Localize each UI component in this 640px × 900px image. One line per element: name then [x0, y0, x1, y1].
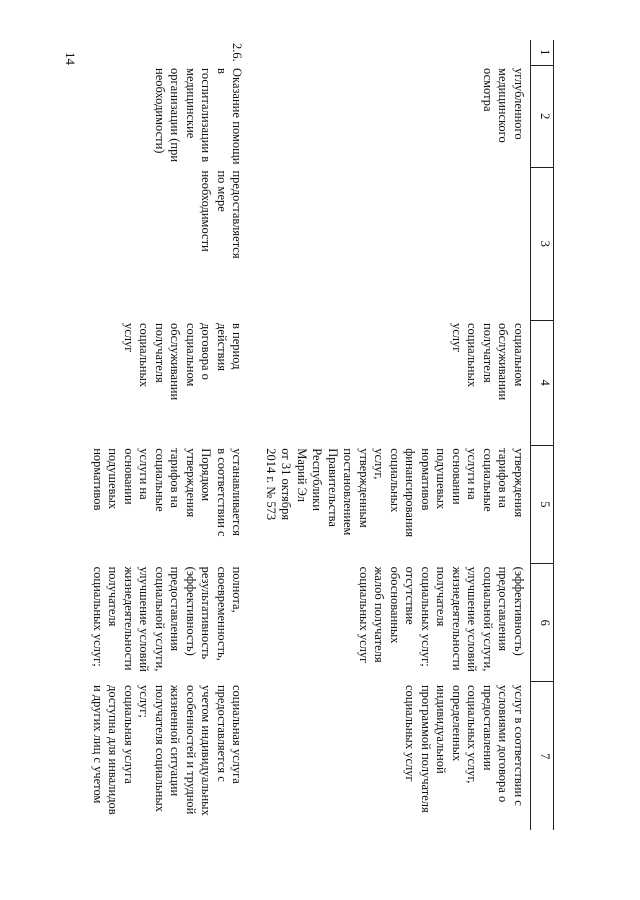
column-header: 2	[531, 65, 554, 167]
column-header: 5	[531, 445, 554, 563]
service-name: углубленного медицинского осмотра	[481, 68, 526, 143]
page-number: 14	[63, 52, 78, 65]
service-tariff: утверждения тарифов на социальные услуги на основании подушевых нормативов финансирования социальных услуг, утвержденным постановлением Правительства Республики Марий Эл от 31 октября 2014 г. № 573	[264, 448, 526, 538]
service-period: предоставляется по мере необходимости	[199, 170, 245, 259]
service-basis: в период действия договора о социальном обслуживании получателя социальных услуг	[122, 323, 245, 401]
service-conditions: социальная услуга предоставляется с учетом индивидуальных особенностей и трудной жизненной ситуации получателя социальных услуг; социальная услуга доступна для инвалидов и других лиц с учетом	[91, 684, 245, 816]
column-header: 6	[531, 564, 554, 682]
table-row	[263, 40, 531, 830]
service-period	[263, 167, 531, 320]
column-header: 1	[531, 40, 554, 65]
service-basis: социальном обслуживании получателя социальных услуг	[450, 323, 526, 401]
table-header-row	[531, 40, 554, 830]
row-number: 2.6.	[230, 43, 245, 62]
services-table	[90, 40, 555, 830]
column-header: 4	[531, 320, 554, 445]
service-name: Оказание помощи в госпитализации в медицинские организации (при необходимости)	[153, 68, 245, 165]
service-indicators: полнота, своевременность, результативность (эффективность) предоставления социальной услуги, улучшение условий жизнедеятельности получателя социальных услуг;	[91, 566, 245, 672]
service-indicators: (эффективность) предоставления социальной услуги, улучшение условий жизнедеятельности получателя социальных услуг; отсутствие обоснованных жалоб получателя социальных услуг	[357, 566, 526, 672]
service-tariff: устанавливается в соответствии с Порядком утверждения тарифов на социальные услуги на основании подушевых нормативов	[91, 448, 245, 537]
column-header: 3	[531, 167, 554, 320]
table-row	[90, 40, 263, 830]
service-conditions: услуг в соответствии с условиями договора о предоставлении социальных услуг, определенных индивидуальной программой получателя социальных услуг	[403, 684, 526, 813]
row-number	[263, 40, 531, 65]
column-header: 7	[531, 682, 554, 830]
